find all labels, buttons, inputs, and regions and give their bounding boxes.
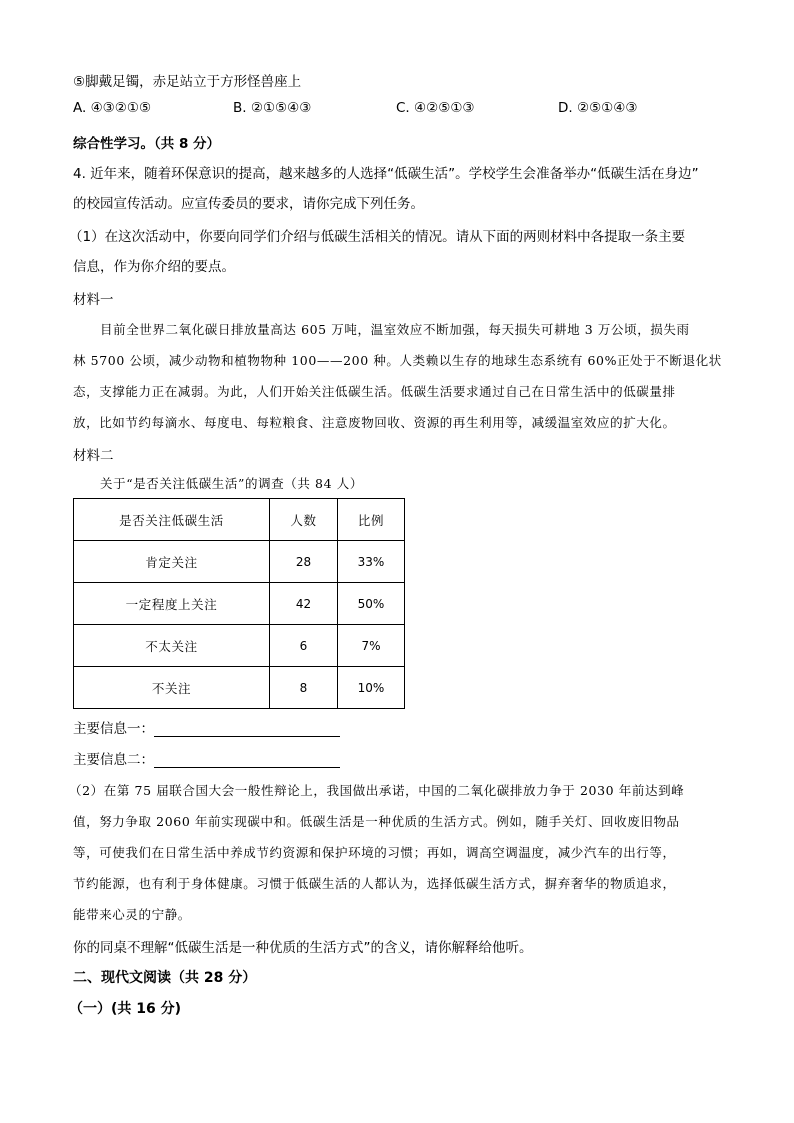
- table-cell: 28: [270, 541, 338, 583]
- question-4-2-line: 节约能源，也有利于身体健康。习惯于低碳生活的人都认为，选择低碳生活方式，摒弃奢华的物质追求，: [73, 876, 676, 891]
- material-1-line: 林 5700 公顷，减少动物和植物物种 100——200 种。人类赖以生存的地球生态系统有 60%正处于不断退化状: [73, 353, 722, 368]
- table-cell: 8: [270, 667, 338, 709]
- question-4-text-cont: 的校园宣传活动。应宣传委员的要求，请你完成下列任务。: [73, 196, 424, 212]
- info-2-label: 主要信息二：: [73, 752, 154, 768]
- material-1-line: 态，支撑能力正在减弱。为此，人们开始关注低碳生活。低碳生活要求通过自己在日常生活中的低碳量排: [73, 384, 676, 399]
- section-heading-2-1: （一）(共 16 分): [69, 1001, 182, 1017]
- question-4-text: 4. 近年来，随着环保意识的提高，越来越多的人选择“低碳生活”。学校学生会准备举办“低碳生活在身边”: [73, 166, 699, 182]
- table-row: [74, 541, 405, 583]
- info-2-answer-blank[interactable]: [154, 753, 340, 768]
- material-1-title: 材料一: [73, 292, 114, 308]
- table-header-cell: 比例: [338, 499, 405, 541]
- material-1-line: 放，比如节约每滴水、每度电、每粒粮食、注意废物回收、资源的再生利用等，减缓温室效应的扩大化。: [73, 415, 676, 430]
- question-4-2-line: 能带来心灵的宁静。: [73, 907, 191, 922]
- table-row: [74, 625, 405, 667]
- table-header-cell: 人数: [270, 499, 338, 541]
- question-4-1-text: （1）在这次活动中，你要向同学们介绍与低碳生活相关的情况。请从下面的两则材料中各提取一条主要: [69, 229, 686, 245]
- table-cell: 一定程度上关注: [74, 583, 270, 625]
- table-header-cell: 是否关注低碳生活: [74, 499, 270, 541]
- table-header-row: [74, 499, 405, 541]
- material-1-line: 目前全世界二氧化碳日排放量高达 605 万吨，温室效应不断加强，每天损失可耕地 3 万公顷，损失雨: [100, 322, 690, 337]
- table-cell: 不太关注: [74, 625, 270, 667]
- option-d: D. ②⑤①④③: [558, 100, 638, 116]
- info-1-label: 主要信息一：: [73, 721, 154, 737]
- table-cell: 不关注: [74, 667, 270, 709]
- table-caption: 关于“是否关注低碳生活”的调查（共 84 人）: [100, 476, 363, 491]
- material-2-title: 材料二: [73, 448, 114, 464]
- table-row: [74, 667, 405, 709]
- table-cell: 33%: [338, 541, 405, 583]
- table-row: [74, 583, 405, 625]
- option-item-5: ⑤脚戴足镯，赤足站立于方形怪兽座上: [73, 74, 302, 90]
- question-4-2-line: 值，努力争取 2060 年前实现碳中和。低碳生活是一种优质的生活方式。例如，随手关灯、回收废旧物品: [73, 814, 680, 829]
- table-cell: 7%: [338, 625, 405, 667]
- table-cell: 6: [270, 625, 338, 667]
- info-1-row: [73, 717, 340, 737]
- table-cell: 10%: [338, 667, 405, 709]
- table-cell: 42: [270, 583, 338, 625]
- question-4-2-line: （2）在第 75 届联合国大会一般性辩论上，我国做出承诺，中国的二氧化碳排放力争于 2030 年前达到峰: [69, 783, 685, 798]
- survey-table: [73, 498, 405, 709]
- question-4-2-prompt: 你的同桌不理解“低碳生活是一种优质的生活方式”的含义，请你解释给他听。: [73, 940, 533, 956]
- option-a: A. ④③②①⑤: [73, 100, 152, 116]
- option-c: C. ④②⑤①③: [396, 100, 475, 116]
- table-cell: 肯定关注: [74, 541, 270, 583]
- section-heading-zonghe: 综合性学习。（共 8 分）: [73, 136, 221, 152]
- question-4-2-line: 等，可使我们在日常生活中养成节约资源和保护环境的习惯；再如，调高空调温度，减少汽车的出行等，: [73, 845, 676, 860]
- question-4-1-text-cont: 信息，作为你介绍的要点。: [73, 259, 235, 275]
- info-1-answer-blank[interactable]: [154, 722, 340, 737]
- section-heading-2: 二、现代文阅读（共 28 分）: [73, 970, 257, 986]
- table-cell: 50%: [338, 583, 405, 625]
- info-2-row: [73, 748, 340, 768]
- option-b: B. ②①⑤④③: [233, 100, 312, 116]
